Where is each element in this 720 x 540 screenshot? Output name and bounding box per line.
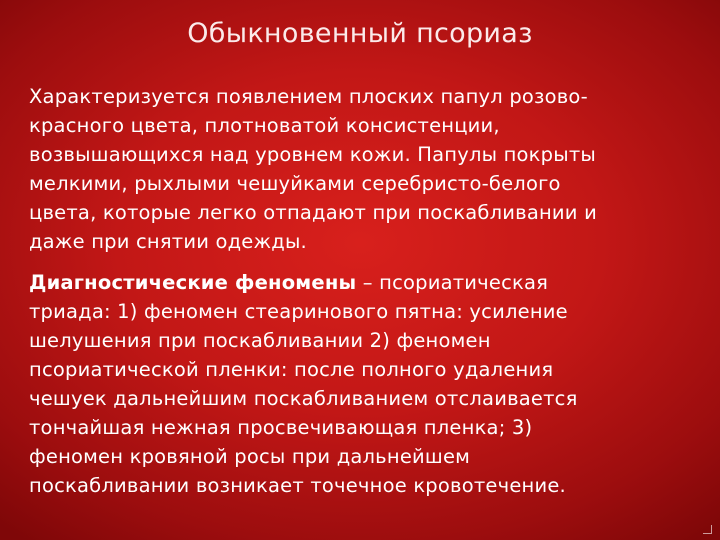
diagnostics-term: Диагностические феномены — [29, 271, 357, 294]
text-line: мелкими, рыхлыми чешуйками серебристо-белого — [29, 172, 561, 195]
text-line: феномен кровяной росы при дальнейшем — [29, 445, 471, 468]
text-line: тончайшая нежная просвечивающая пленка; 3) — [29, 416, 533, 439]
description-paragraph — [29, 82, 709, 256]
text-line: триада: 1) феномен стеаринового пятна: усиление — [29, 300, 568, 323]
diagnostics-paragraph — [29, 268, 709, 500]
slide-content — [29, 82, 709, 500]
text-line: красного цвета, плотноватой консистенции, — [29, 114, 500, 137]
text-line: цвета, которые легко отпадают при поскабливании и — [29, 201, 597, 224]
text-line: чешуек дальнейшим поскабливанием отслаивается — [29, 387, 578, 410]
text-line: псориатической пленки: после полного удаления — [29, 358, 554, 381]
text-line: Характеризуется появлением плоских папул розово- — [29, 85, 588, 108]
text-line: поскабливании возникает точечное кровотечение. — [29, 474, 566, 497]
text-line: даже при снятии одежды. — [29, 230, 307, 253]
slide-title: Обыкновенный псориаз — [187, 18, 533, 49]
corner-decoration — [703, 525, 712, 534]
text-line: возвышающихся над уровнем кожи. Папулы покрыты — [29, 143, 596, 166]
text-line: шелушения при поскабливании 2) феномен — [29, 329, 491, 352]
text-line: – псориатическая — [356, 271, 549, 294]
